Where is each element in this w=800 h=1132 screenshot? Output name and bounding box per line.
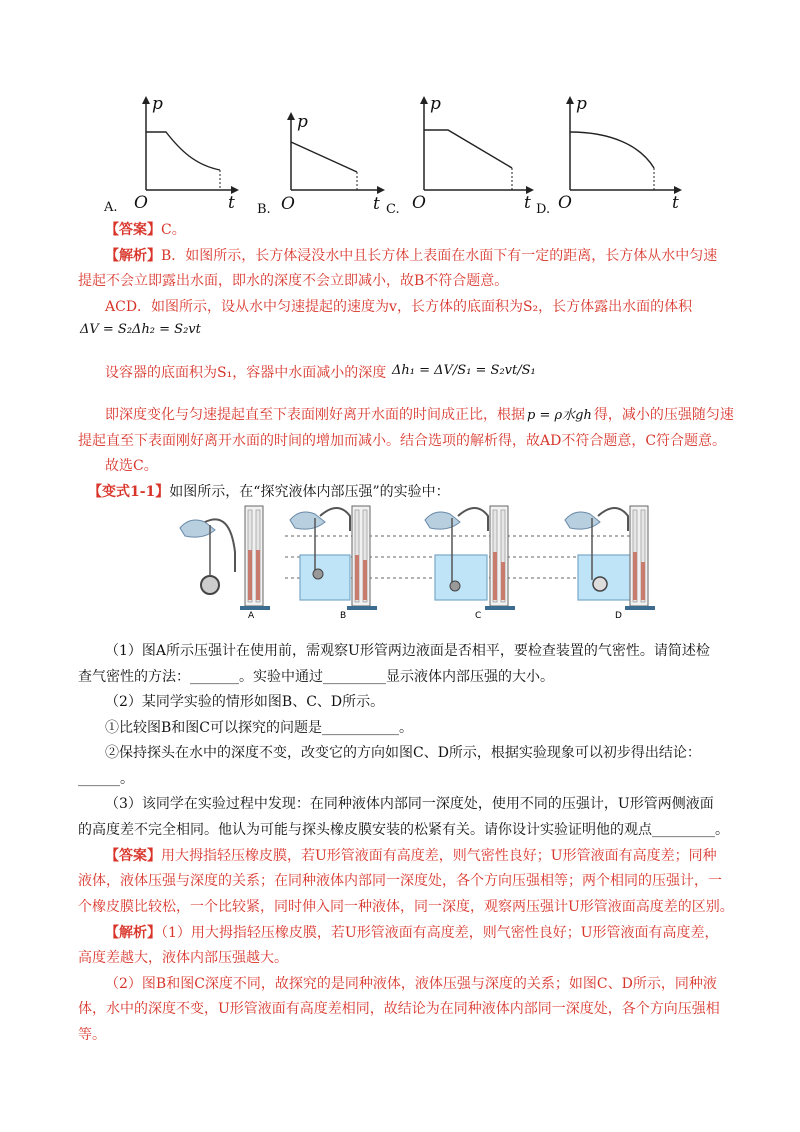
analysis1-line2: 提起不会立即露出水面，即水的深度不会立即减小，故B不符合题意。 — [78, 273, 509, 289]
figure-label-b: B — [340, 611, 347, 620]
graph-a-origin: O — [134, 193, 148, 213]
graph-option-c — [386, 90, 540, 220]
answer1-tag: 【答案】 — [105, 222, 161, 238]
answer1-text: C。 — [161, 222, 186, 238]
analysis1-line3: ACD．如图所示，设从水中匀速提起的速度为v，长方体的底面积为S₂，长方体露出水面的体积 — [105, 299, 693, 315]
analysis2-line2: 高度差越大，液体内部压强越大。 — [78, 950, 288, 966]
graph-d-y-letter: p — [576, 94, 587, 114]
graph-option-d — [536, 90, 690, 220]
graph-c-x-letter: t — [524, 193, 531, 213]
answer2-line3: 个橡皮膜比较松，一个比较紧，同时伸入同一种液体，同一深度，观察两压强计U形管液面高度差的区别。 — [78, 899, 734, 915]
q2-1-line: ①比较图B和图C可以探究的问题是___________。 — [105, 720, 413, 736]
analysis1-line6: 提起直至下表面刚好离开水面的时间的增加而减小。结合选项的解析得，故AD不符合题意，C符合题意。 — [78, 433, 727, 449]
graph-c-origin: O — [412, 193, 426, 213]
analysis1-line7: 故选C。 — [105, 458, 158, 474]
graph-d-label: D. — [536, 202, 551, 217]
graph-d-origin: O — [558, 193, 572, 213]
analysis2-line3: （2）图B和图C深度不同，故探究的是同种液体，液体压强与深度的关系；如图C、D所示，同种液 — [105, 976, 717, 992]
analysis1-line1: 【解析】B．如图所示，长方体浸没水中且长方体上表面在水面下有一定的距离，长方体从水中匀速 — [105, 248, 718, 264]
figure-d — [565, 506, 655, 610]
answer2-line1: 【答案】用大拇指轻压橡皮膜，若U形管液面有高度差，则气密性良好；U形管液面有高度差；同种 — [105, 848, 717, 864]
graph-d-x-letter: t — [672, 193, 679, 213]
variant-intro: 如图所示，在“探究液体内部压强”的实验中： — [169, 484, 450, 500]
graph-c-y-letter: p — [430, 94, 441, 114]
figure-c — [425, 506, 515, 610]
variant-tag: 【变式1-1】 — [88, 484, 170, 500]
graph-b-origin: O — [281, 194, 295, 214]
graph-option-b — [255, 90, 395, 220]
graph-b-y-letter: p — [297, 112, 308, 132]
graph-a-y-letter: p — [152, 94, 163, 114]
q2-line: （2）某同学实验的情形如图B、C、D所示。 — [105, 694, 385, 710]
formula-delta-h1: Δh₁ = ΔV/S₁ = S₂vt/S₁ — [392, 363, 536, 378]
pressure-experiment-figure — [160, 500, 660, 620]
analysis2-line5: 等。 — [78, 1027, 106, 1043]
q3-line1: （3）该同学在实验过程中发现：在同种液体内部同一深度处，使用不同的压强计，U形管两侧液面 — [105, 796, 714, 812]
analysis1-line4: 设容器的底面积为S₁，容器中水面减小的深度 — [105, 365, 387, 381]
answer2-tag: 【答案】 — [105, 848, 161, 864]
analysis2-tag: 【解析】 — [105, 925, 161, 941]
q2-2b-line: ______。 — [78, 771, 134, 787]
figure-label-c: C — [475, 611, 482, 620]
graph-c-label: C. — [386, 202, 400, 217]
graph-options-row — [100, 90, 700, 220]
graph-b-label: B. — [257, 202, 271, 217]
figure-label-d: D — [615, 611, 622, 620]
graph-b-x-letter: t — [373, 194, 380, 214]
figure-label-a: A — [248, 611, 255, 620]
graph-a-x-letter: t — [228, 193, 235, 213]
graph-option-a — [100, 90, 240, 220]
analysis1-line5: 即深度变化与匀速提起直至下表面刚好离开水面的时间成正比，根据 p = ρ水gh 得，减小的压强随匀速 — [105, 407, 734, 423]
analysis2-line1: 【解析】（1）用大拇指轻压橡皮膜，若U形管液面有高度差，则气密性良好；U形管液面有高度差， — [105, 925, 719, 941]
q2-2-line: ②保持探头在水中的深度不变，改变它的方向如图C、D所示，根据实验现象可以初步得出结论： — [105, 745, 701, 761]
formula-delta-v: ΔV = S₂Δh₂ = S₂vt — [80, 322, 201, 337]
q1-line1: （1）图A所示压强计在使用前，需观察U形管两边液面是否相平，要检查装置的气密性。请简述检 — [105, 643, 710, 659]
answer1-line — [105, 219, 800, 241]
figure-a — [180, 506, 270, 610]
q3-line2: 的高度差不完全相同。他认为可能与探头橡皮膜安装的松紧有关。请你设计实验证明他的观点_________。 — [78, 822, 729, 838]
q1-line2: 查气密性的方法：_______。实验中通过_________显示液体内部压强的大小。 — [78, 669, 554, 685]
analysis2-line4: 体，水中的深度不变，U形管液面有高度差相同，故结论为在同种液体内部同一深度处，各个方向压强相 — [78, 1001, 720, 1017]
graph-a-plot — [100, 90, 240, 220]
graph-a-label: A. — [104, 200, 118, 215]
formula-pressure: p = ρ水gh — [527, 408, 592, 423]
answer2-line2: 液体，液体压强与深度的关系；在同种液体内部同一深度处，各个方向压强相等；两个相同的压强计，一 — [78, 873, 722, 889]
figure-b — [290, 506, 377, 610]
analysis1-tag: 【解析】 — [105, 248, 161, 264]
